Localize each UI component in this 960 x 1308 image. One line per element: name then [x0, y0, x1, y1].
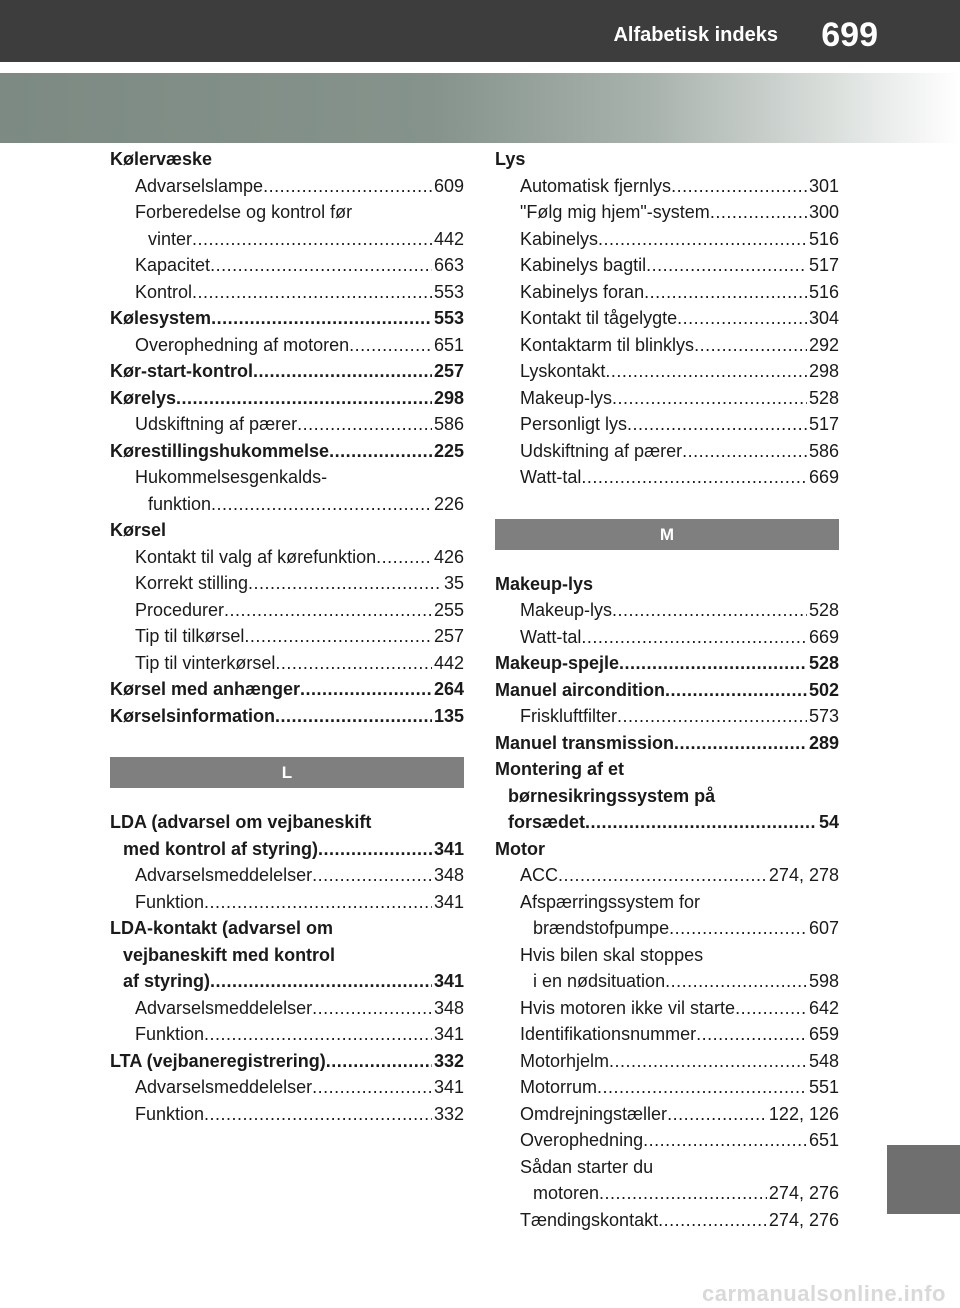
index-column-right [495, 146, 839, 1233]
index-entry: Tændingskontakt ..... 274, 276 [495, 1207, 839, 1234]
index-entry: Lyskontakt ..... 298 [495, 358, 839, 385]
index-entry: Advarselsmeddelelser ..... 348 [110, 862, 464, 889]
index-entry: Udskiftning af pærer ..... 586 [495, 438, 839, 465]
index-entry: Automatisk fjernlys ..... 301 [495, 173, 839, 200]
index-heading: LDA-kontakt (advarsel om [110, 918, 334, 938]
index-entry-main: forsædet ..... 54 [495, 809, 839, 836]
index-entry-main: med kontrol af styring) ..... 341 [110, 836, 464, 863]
index-heading: LDA (advarsel om vejbaneskift [110, 812, 372, 832]
index-entry: Watt-tal ..... 669 [495, 464, 839, 491]
index-entry: Personligt lys ..... 517 [495, 411, 839, 438]
index-entry-text: Hukommelsesgenkalds- [135, 467, 328, 487]
index-entry: Advarselsmeddelelser ..... 348 [110, 995, 464, 1022]
index-entry: i en nødsituation ..... 598 [495, 968, 839, 995]
index-entry-main: Kørselsinformation ..... 135 [110, 703, 464, 730]
index-entry: Kontrol ..... 553 [110, 279, 464, 306]
index-entry: Tip til tilkørsel ..... 257 [110, 623, 464, 650]
index-entry: Overophedning af motoren ..... 651 [110, 332, 464, 359]
index-entry: Tip til vinterkørsel ..... 442 [110, 650, 464, 677]
index-entry: "Følg mig hjem"-system ..... 300 [495, 199, 839, 226]
index-entry: Procedurer ..... 255 [110, 597, 464, 624]
index-entry-main: Manuel aircondition ..... 502 [495, 677, 839, 704]
index-entry: Funktion ..... 332 [110, 1101, 464, 1128]
index-entry: Kontakt til tågelygte ..... 304 [495, 305, 839, 332]
index-entry-main: Kølesystem ..... 553 [110, 305, 464, 332]
section-divider-l: L [110, 757, 464, 788]
index-entry: Watt-tal ..... 669 [495, 624, 839, 651]
index-entry-main: Manuel transmission ..... 289 [495, 730, 839, 757]
index-heading: Lys [495, 149, 526, 169]
index-entry: Motorhjelm ..... 548 [495, 1048, 839, 1075]
index-entry-text: Forberedelse og kontrol før [135, 202, 353, 222]
index-entry: Advarselslampe ..... 609 [110, 173, 464, 200]
index-entry: vinter ..... 442 [110, 226, 464, 253]
index-entry: Funktion ..... 341 [110, 1021, 464, 1048]
index-entry: brændstofpumpe ..... 607 [495, 915, 839, 942]
index-entry: Makeup-lys ..... 528 [495, 385, 839, 412]
index-entry-main: Kør-start-kontrol ..... 257 [110, 358, 464, 385]
index-entry-text: Afspærringssystem for [520, 891, 701, 912]
watermark-text: carmanualsonline.info [702, 1281, 946, 1306]
index-entry-main: af styring) ..... 341 [110, 968, 464, 995]
index-entry: Omdrejningstæller ..... 122, 126 [495, 1101, 839, 1128]
decorative-banner [0, 73, 960, 143]
index-entry: Kontakt til valg af kørefunktion ..... 426 [110, 544, 464, 571]
index-entry: Kabinelys bagtil ..... 517 [495, 252, 839, 279]
index-entry: ACC ..... 274, 278 [495, 862, 839, 889]
index-entry: Motorrum ..... 551 [495, 1074, 839, 1101]
index-heading: Kørsel [110, 520, 167, 540]
chapter-tab [887, 1145, 960, 1214]
index-entry: Makeup-lys ..... 528 [495, 597, 839, 624]
index-entry: funktion ..... 226 [110, 491, 464, 518]
index-heading: Montering af et [495, 759, 624, 779]
index-entry: Overophedning ..... 651 [495, 1127, 839, 1154]
index-column-left [110, 146, 464, 1127]
section-divider-m: M [495, 519, 839, 550]
index-entry: Advarselsmeddelelser ..... 341 [110, 1074, 464, 1101]
index-entry: Kapacitet ..... 663 [110, 252, 464, 279]
index-entry: Korrekt stilling ..... 35 [110, 570, 464, 597]
index-entry-text: Hvis bilen skal stoppes [520, 944, 704, 965]
index-entry-text: Sådan starter du [520, 1156, 654, 1177]
index-heading: Motor [495, 838, 545, 859]
index-entry: Kabinelys ..... 516 [495, 226, 839, 253]
index-entry-main: Kørsel med anhænger ..... 264 [110, 676, 464, 703]
index-entry: Kabinelys foran ..... 516 [495, 279, 839, 306]
section-title: Alfabetisk indeks [613, 24, 778, 46]
index-entry: Hvis motoren ikke vil starte ..... 642 [495, 995, 839, 1022]
index-heading: Kølervæske [110, 149, 213, 169]
index-entry: Friskluftfilter ..... 573 [495, 703, 839, 730]
index-entry: motoren ..... 274, 276 [495, 1180, 839, 1207]
index-entry-main: Kørelys ..... 298 [110, 385, 464, 412]
index-entry: Funktion ..... 341 [110, 889, 464, 916]
index-entry: Kontaktarm til blinklys ..... 292 [495, 332, 839, 359]
index-entry: Identifikationsnummer ..... 659 [495, 1021, 839, 1048]
index-entry-main: Kørestillingshukommelse ..... 225 [110, 438, 464, 465]
index-entry-main: Makeup-spejle ..... 528 [495, 650, 839, 677]
top-header-bar [0, 0, 960, 62]
index-heading-cont: børnesikringssystem på [508, 785, 716, 806]
index-heading: Makeup-lys [495, 573, 594, 594]
index-entry: Udskiftning af pærer ..... 586 [110, 411, 464, 438]
page-number: 699 [821, 16, 878, 54]
index-entry-main: LTA (vejbaneregistrering) ..... 332 [110, 1048, 464, 1075]
index-heading-cont: vejbaneskift med kontrol [123, 944, 336, 965]
